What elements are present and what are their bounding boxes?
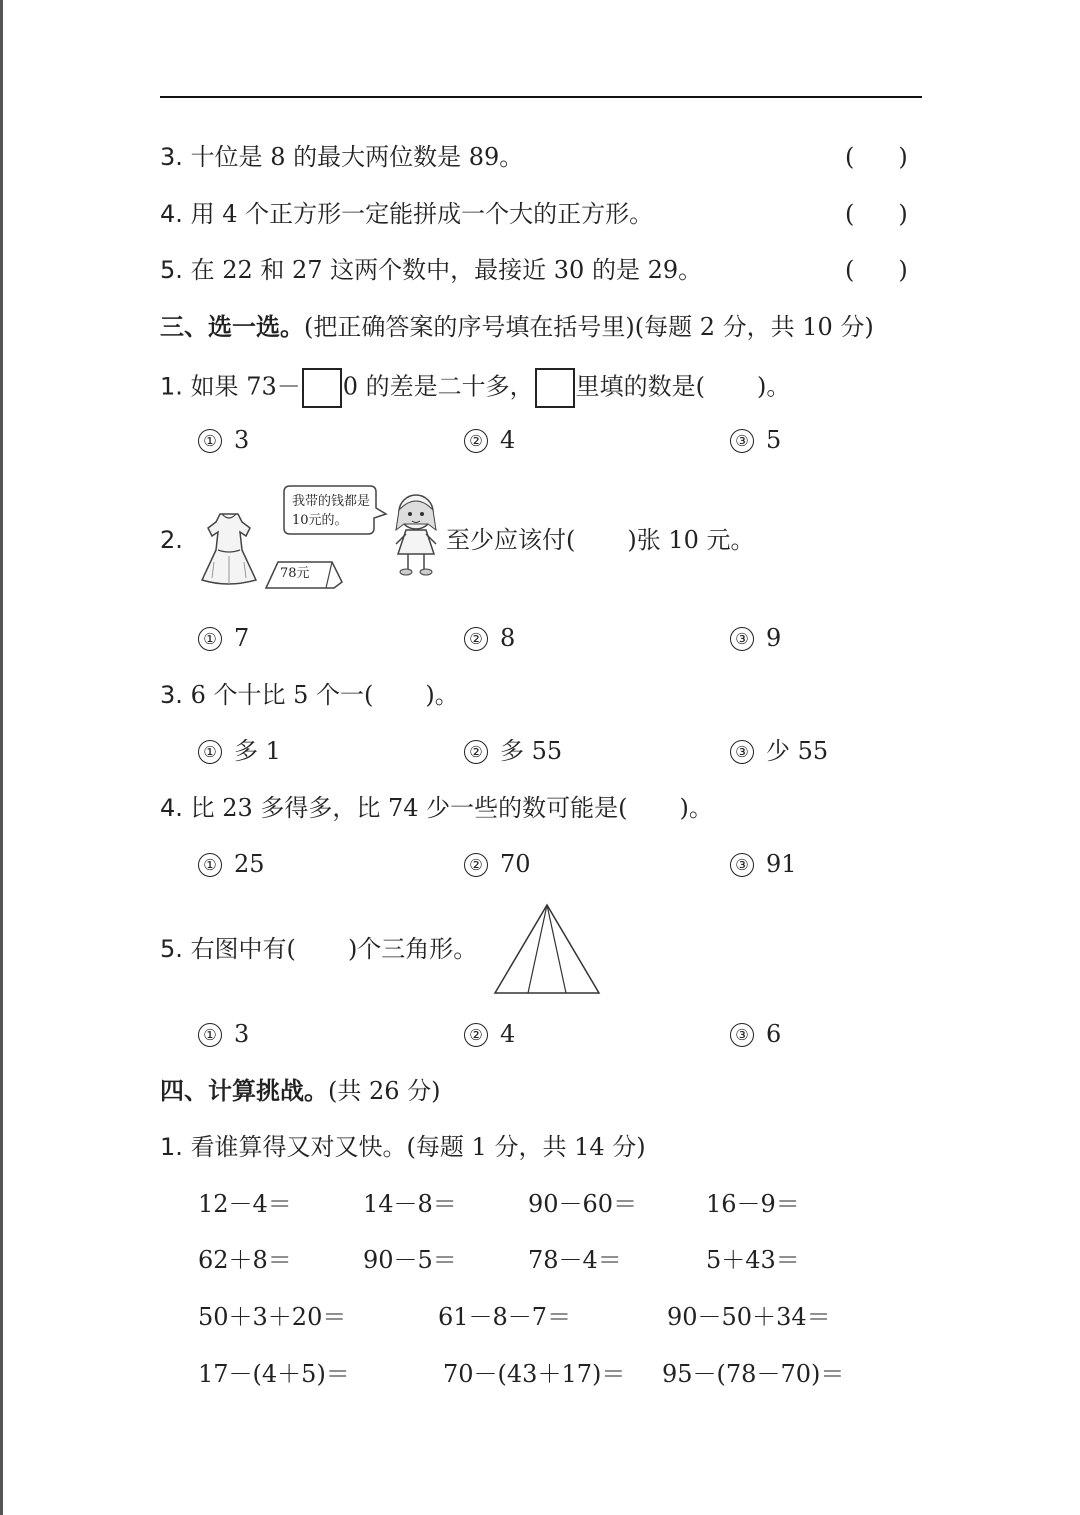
answer-box[interactable] bbox=[535, 368, 575, 408]
item-text: 十位是 8 的最大两位数是 89。 bbox=[190, 143, 524, 171]
calc-item[interactable]: 70－(43＋17)＝ bbox=[443, 1360, 626, 1388]
option-2[interactable]: ② 多 55 bbox=[464, 736, 562, 766]
calc-question-1: 1. 看谁算得又对又快。(每题 1 分，共 14 分) bbox=[160, 1133, 646, 1161]
header-rule bbox=[160, 96, 922, 98]
choice-question-4: 4. 比 23 多得多，比 74 少一些的数可能是( )。 bbox=[160, 794, 713, 822]
option-1[interactable]: ① 3 bbox=[198, 425, 249, 455]
section-4-heading: 四、计算挑战。(共 26 分) bbox=[160, 1076, 441, 1105]
bubble-text: 我带的钱都是10元的。 bbox=[292, 494, 371, 528]
calc-item[interactable]: 90－5＝ bbox=[363, 1246, 457, 1274]
calc-item[interactable]: 5＋43＝ bbox=[706, 1246, 800, 1274]
calc-item[interactable]: 78－4＝ bbox=[528, 1246, 622, 1274]
item-text: 在 22 和 27 这两个数中，最接近 30 的是 29。 bbox=[190, 256, 703, 284]
girl-illustration bbox=[388, 490, 446, 576]
option-1[interactable]: ① 25 bbox=[198, 849, 265, 879]
option-3[interactable]: ③ 9 bbox=[730, 623, 781, 653]
option-2[interactable]: ② 70 bbox=[464, 849, 531, 879]
option-1[interactable]: ① 多 1 bbox=[198, 736, 281, 766]
choice-question-5: 5. 右图中有( )个三角形。 bbox=[160, 935, 478, 963]
option-1[interactable]: ① 3 bbox=[198, 1019, 249, 1049]
calc-item[interactable]: 95－(78－70)＝ bbox=[662, 1360, 845, 1388]
dress-illustration bbox=[198, 510, 260, 588]
choice-question-1: 1. 如果 73－ 0 的差是二十多， 里填的数是( )。 bbox=[160, 368, 790, 408]
choice-question-3: 3. 6 个十比 5 个一( )。 bbox=[160, 681, 459, 709]
calc-item[interactable]: 90－50＋34＝ bbox=[667, 1303, 831, 1331]
option-1[interactable]: ① 7 bbox=[198, 623, 249, 653]
answer-box[interactable] bbox=[302, 368, 342, 408]
choice-question-2: 至少应该付( )张 10 元。 bbox=[446, 526, 755, 554]
judge-item-3: 3. 十位是 8 的最大两位数是 89。 bbox=[160, 143, 524, 171]
calc-item[interactable]: 61－8－7＝ bbox=[438, 1303, 572, 1331]
calc-item[interactable]: 12－4＝ bbox=[198, 1190, 292, 1218]
triangle-figure bbox=[492, 902, 602, 996]
judge-item-4: 4. 用 4 个正方形一定能拼成一个大的正方形。 bbox=[160, 200, 654, 228]
choice-question-2-number: 2. bbox=[160, 526, 183, 554]
option-2[interactable]: ② 4 bbox=[464, 425, 515, 455]
calc-item[interactable]: 14－8＝ bbox=[363, 1190, 457, 1218]
answer-paren[interactable]: ( ) bbox=[845, 200, 908, 228]
calc-item[interactable]: 90－60＝ bbox=[528, 1190, 638, 1218]
answer-paren[interactable]: ( ) bbox=[845, 256, 908, 284]
option-3[interactable]: ③ 91 bbox=[730, 849, 797, 879]
section-3-heading: 三、选一选。(把正确答案的序号填在括号里)(每题 2 分，共 10 分) bbox=[160, 312, 874, 341]
option-3[interactable]: ③ 6 bbox=[730, 1019, 781, 1049]
option-2[interactable]: ② 8 bbox=[464, 623, 515, 653]
item-text: 用 4 个正方形一定能拼成一个大的正方形。 bbox=[190, 200, 654, 228]
page-left-edge bbox=[0, 0, 3, 1515]
calc-item[interactable]: 16－9＝ bbox=[706, 1190, 800, 1218]
option-3[interactable]: ③ 5 bbox=[730, 425, 781, 455]
judge-item-5: 5. 在 22 和 27 这两个数中，最接近 30 的是 29。 bbox=[160, 256, 703, 284]
answer-paren[interactable]: ( ) bbox=[845, 143, 908, 171]
option-3[interactable]: ③ 少 55 bbox=[730, 736, 828, 766]
calc-item[interactable]: 62＋8＝ bbox=[198, 1246, 292, 1274]
calc-item[interactable]: 17－(4＋5)＝ bbox=[198, 1360, 350, 1388]
price-label: 78元 bbox=[280, 566, 310, 581]
calc-item[interactable]: 50＋3＋20＝ bbox=[198, 1303, 347, 1331]
option-2[interactable]: ② 4 bbox=[464, 1019, 515, 1049]
item-number: 3 bbox=[160, 143, 176, 171]
